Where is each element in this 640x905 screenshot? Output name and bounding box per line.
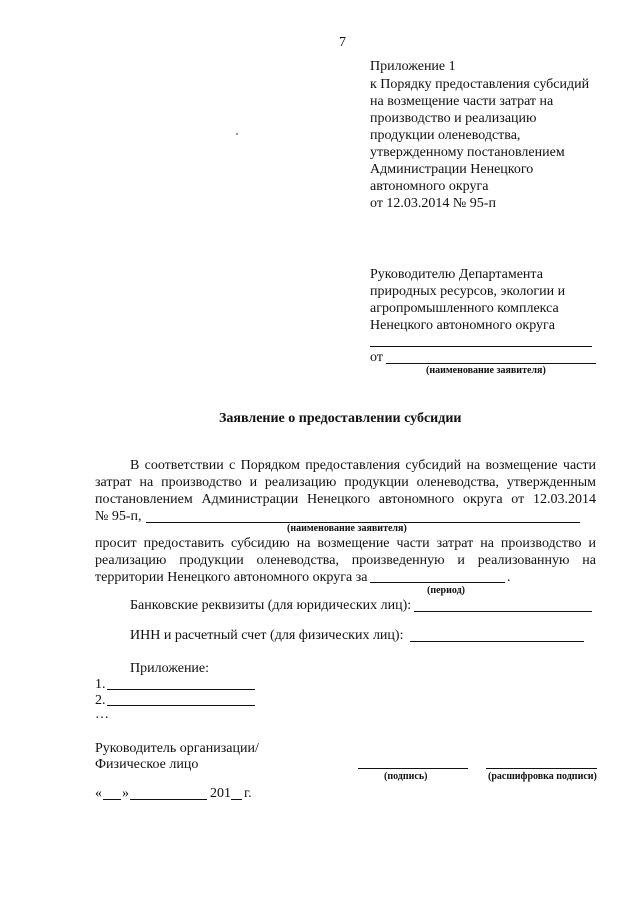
date-quote-close: »	[122, 786, 129, 801]
attachment-ellipsis: …	[95, 707, 109, 722]
attachment-item-number: 2.	[95, 693, 106, 708]
date-year-suffix: г.	[244, 786, 252, 801]
addressee-line: агропромышленного комплекса	[370, 301, 559, 316]
appendix-line: производство и реализацию	[370, 111, 537, 126]
body-text: .	[507, 570, 511, 585]
attachment-item-number: 1.	[95, 677, 106, 692]
date-day-field[interactable]	[103, 799, 121, 800]
from-caption: (наименование заявителя)	[426, 365, 546, 376]
body-text: № 95-п,	[95, 509, 142, 524]
addressee-line: природных ресурсов, экологии и	[370, 284, 566, 299]
from-applicant-field[interactable]	[386, 363, 596, 364]
document-title: Заявление о предоставлении субсидии	[219, 411, 462, 426]
appendix-line: на возмещение части затрат на	[370, 94, 554, 109]
attachment-item-field[interactable]	[107, 705, 255, 706]
appendix-line: от 12.03.2014 № 95-п	[370, 196, 496, 211]
body-text: В соответствии с Порядком предоставления субсидий на возмещение части	[130, 458, 596, 473]
body-text: территории Ненецкого автономного округа за	[95, 570, 368, 585]
period-field[interactable]	[370, 582, 505, 583]
signature-role: Руководитель организации/	[95, 741, 259, 756]
signature-role: Физическое лицо	[95, 757, 199, 772]
body-text: затрат на производство и реализацию продукции оленеводства, утвержденным	[95, 475, 596, 490]
appendix-line: Администрации Ненецкого	[370, 162, 534, 177]
addressee-line: Руководителю Департамента	[370, 267, 543, 282]
appendix-line: к Порядку предоставления субсидий	[370, 77, 590, 92]
attachment-item-field[interactable]	[107, 689, 255, 690]
from-label: от	[370, 350, 383, 365]
signature-caption: (подпись)	[384, 771, 428, 782]
scan-speck	[236, 133, 238, 135]
attachment-label: Приложение:	[130, 661, 210, 676]
bank-details-field[interactable]	[414, 611, 592, 612]
inn-account-field[interactable]	[410, 641, 584, 642]
appendix-line: продукции оленеводства,	[370, 128, 521, 143]
appendix-line: автономного округа	[370, 179, 489, 194]
body-text: реализацию продукции оленеводства, произведенную и реализованную на	[95, 553, 596, 568]
page-number: 7	[339, 35, 346, 50]
applicant-caption: (наименование заявителя)	[287, 523, 407, 534]
appendix-line: Приложение 1	[370, 59, 456, 74]
date-month-field[interactable]	[130, 799, 207, 800]
date-year-field[interactable]	[231, 799, 242, 800]
signature-decode-field[interactable]	[486, 768, 597, 769]
period-caption: (период)	[427, 585, 465, 596]
bank-label: Банковские реквизиты (для юридических лиц):	[130, 598, 412, 613]
signature-decode-caption: (расшифровка подписи)	[488, 771, 597, 782]
inn-label: ИНН и расчетный счет (для физических лиц):	[130, 628, 404, 643]
date-year-prefix: 201	[210, 786, 231, 801]
date-quote-open: «	[95, 786, 102, 801]
body-text: постановлением Администрации Ненецкого автономного округа от 12.03.2014	[95, 492, 596, 507]
appendix-line: утвержденному постановлением	[370, 145, 565, 160]
signature-field[interactable]	[358, 768, 468, 769]
body-text: просит предоставить субсидию на возмещение части затрат на производство и	[95, 536, 596, 551]
addressee-line: Ненецкого автономного округа	[370, 318, 555, 333]
addressee-blank-line[interactable]	[370, 346, 592, 347]
